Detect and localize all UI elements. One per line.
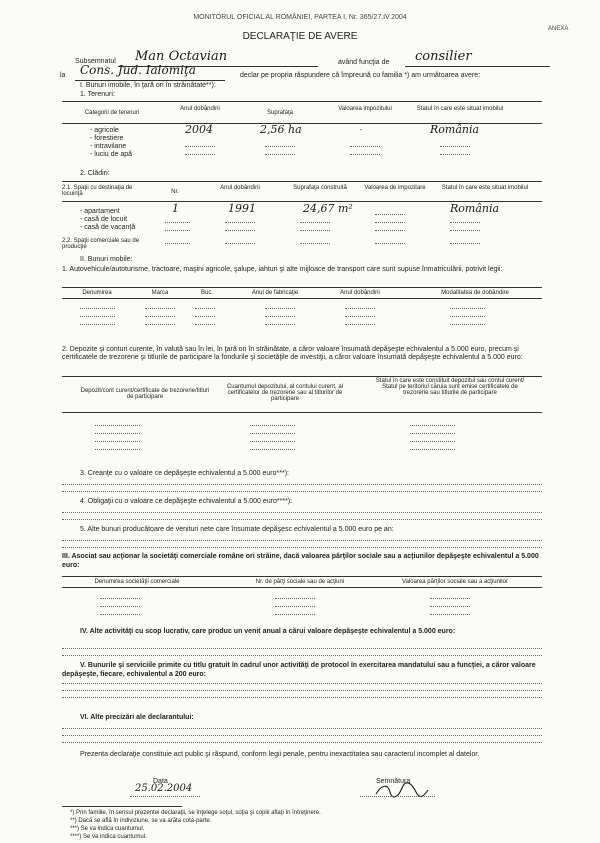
section-2-3-text: 3. Creanţe cu o valoare ce depăşeşte echivalentul a 5.000 euro***): (80, 470, 289, 477)
col-nr-parti: Nr. de părţi sociale sau de acţiuni (255, 579, 345, 585)
declaration-date: 25.02.2004 (135, 783, 193, 794)
teren-country: România (430, 123, 480, 136)
cat-luciu: - luciu de apă (90, 151, 133, 158)
col-marca: Marca (151, 290, 169, 296)
col-spatii: 2.1. Spaţii cu destinaţia de locuinţă (62, 185, 133, 197)
col-statul2: Statul în care este situat imobilul (441, 185, 529, 191)
footnote-3: ***) Se va indica cuantumul. (70, 826, 145, 832)
cat-apartament: - apartament (80, 208, 120, 215)
section-2-2-text: 2. Depozite şi conturi curente, în valută sau în lei, în ţară ori în străinătate, a căror valoare însumată depăşeşte echivalentul a 5.000 euro, precum şi certificatele de trezorerie şi titlurile de participare la fondurile şi societăţile de investiţii, a căror valoare însumată depăşeşte echivalentul a 5.000 euro: (62, 346, 523, 361)
section-2-title: II. Bunuri mobile: (80, 256, 133, 263)
col-modalitatea: Modalitatea de dobândire (441, 290, 509, 296)
semnatura-label: Semnătura (376, 778, 411, 785)
spatii-comerciale-label: 2.2. Spaţii comerciale sau de producţie (62, 238, 140, 250)
document-title: DECLARAŢIE DE AVERE (242, 31, 358, 42)
col-anul-dobandirii: Anul dobândirii (340, 290, 380, 296)
section-1-title: I. Bunuri imobile, în ţară ori în străinătate**): (80, 82, 216, 89)
cladire-country: România (450, 202, 500, 215)
monitor-header: MONITORUL OFICIAL AL ROMÂNIEI, PARTEA I, Nr. 365/27.IV.2004 (193, 14, 407, 21)
cladiri-label: 2. Clădiri: (80, 170, 110, 177)
section-2-5-text: 5. Alte bunuri producătoare de venituri nete care însumate depăşesc echivalentul a 5.000 euro pe an: (80, 526, 394, 533)
declaration-text: declar pe propria răspundere că împreună cu familia *) am următoarea avere: (240, 72, 481, 79)
teren-year: 2004 (185, 123, 213, 136)
cat-intravilane: - intravilane (90, 143, 127, 150)
cat-agricole: - agricole (90, 127, 119, 134)
teren-area: 2,56 ha (260, 123, 302, 136)
col-valoarea-parti: Valoarea părţilor sociale sau a acţiunilor (402, 579, 508, 585)
closing-statement: Prezenta declaraţie constituie act public şi răspund, conform legii penale, pentru inexactitatea sau caracterul incomplet al datelor. (80, 751, 480, 758)
col-nr: Nr. (171, 189, 179, 195)
cladire-area: 24,67 m² (303, 202, 353, 215)
footnote-4: ****) Se va indica cuantumul. (70, 834, 147, 840)
teren-value: - (360, 127, 363, 134)
col-anul-fabricatie: Anul de fabricaţie (251, 290, 299, 296)
col-valoarea2: Valoarea de impozitare (364, 185, 426, 191)
cat-vacanta: - casă de vacanţă (80, 224, 136, 231)
terenuri-label: 1. Terenuri: (80, 91, 115, 98)
section-6-title: VI. Alte precizări ale declarantului: (80, 714, 194, 721)
section-3-title: III. Asociat sau acţionar la societăţi comerciale române ori străine, dacă valoarea părţilor sociale sau a acţiunilor depăşeşte echivalentul a 5.000 euro: (62, 553, 539, 569)
declarant-function: consilier (415, 49, 472, 64)
col-suprafata: Suprafaţa (266, 110, 294, 116)
footnote-2: **) Dacă se află în indiviziune, se va arăta cota-parte. (70, 818, 212, 824)
col-denumirea: Denumirea (82, 290, 112, 296)
cat-casa: - casă de locuit (80, 216, 128, 223)
col-suprafata2: Suprafaţa construită (293, 185, 347, 191)
institution-name: Cons. Jud. Ialomiţa (80, 63, 196, 77)
col-denumirea-societatii: Denumirea societăţii comerciale (94, 579, 180, 585)
la-label: la (60, 72, 66, 79)
col-anul2: Anul dobândirii (220, 185, 260, 191)
col-statul: Statul în care este situat imobilul (416, 106, 504, 112)
functia-label: având funcţia de (338, 59, 390, 66)
section-4-title: IV. Alte activităţi cu scop lucrativ, care produc un venit anual a cărui valoare depăşeşte echivalentul a 5.000 euro: (80, 628, 456, 635)
col-anul: Anul dobândirii (180, 106, 220, 112)
subsemnatul-label: Subsemnatul (75, 58, 116, 65)
col-statul-depozit: Statul în care este constituit depozitul sau contul curent/ Statul pe teritoriul căruia sunt emise certificatele de trezorerie sau titlurile de participare (375, 378, 525, 396)
col-cuantumul: Cuantumul depozitului, al contului curent, al certificatelor de trezorerie sau al titlurilor de participare (226, 384, 344, 402)
cladire-nr: 1 (172, 202, 179, 215)
footnote-1: *) Prin familie, în sensul prezentei declaraţii, se înţelege soţul, soţia şi copiii aflaţi în întreţinere. (70, 810, 321, 816)
section-2-4-text: 4. Obligaţii cu o valoare ce depăşeşte echivalentul a 5.000 euro****): (80, 498, 293, 505)
cladire-year: 1991 (228, 202, 256, 215)
declarant-name: Man Octavian (135, 49, 228, 64)
col-depozit: Depozit/cont curent/certificate de trezorerie/titluri de participare (80, 388, 210, 400)
col-buc: Buc. (200, 290, 213, 296)
anexa-label: ANEXA (548, 26, 569, 32)
section-2-1-text: 1. Autovehicule/autoturisme, tractoare, maşini agricole, şalupe, iahturi şi alte mijloace de transport care sunt supuse înmatriculării, potrivit legii: (62, 266, 503, 273)
cat-forestiere: - forestiere (90, 135, 124, 142)
data-label: Data (153, 778, 168, 785)
col-valoarea: Valoarea impozitului (338, 106, 392, 112)
section-5-title: V. Bunurile şi serviciile primite cu titlu gratuit în cadrul unor activităţi de protocol în exercitarea mandatului sau a funcţiei, a căror valoare depăşeşte, fiecare, echivalentul a 200 euro: (62, 662, 536, 678)
col-categorii: Categorii de terenuri (84, 110, 140, 116)
signature-mark (372, 782, 432, 800)
